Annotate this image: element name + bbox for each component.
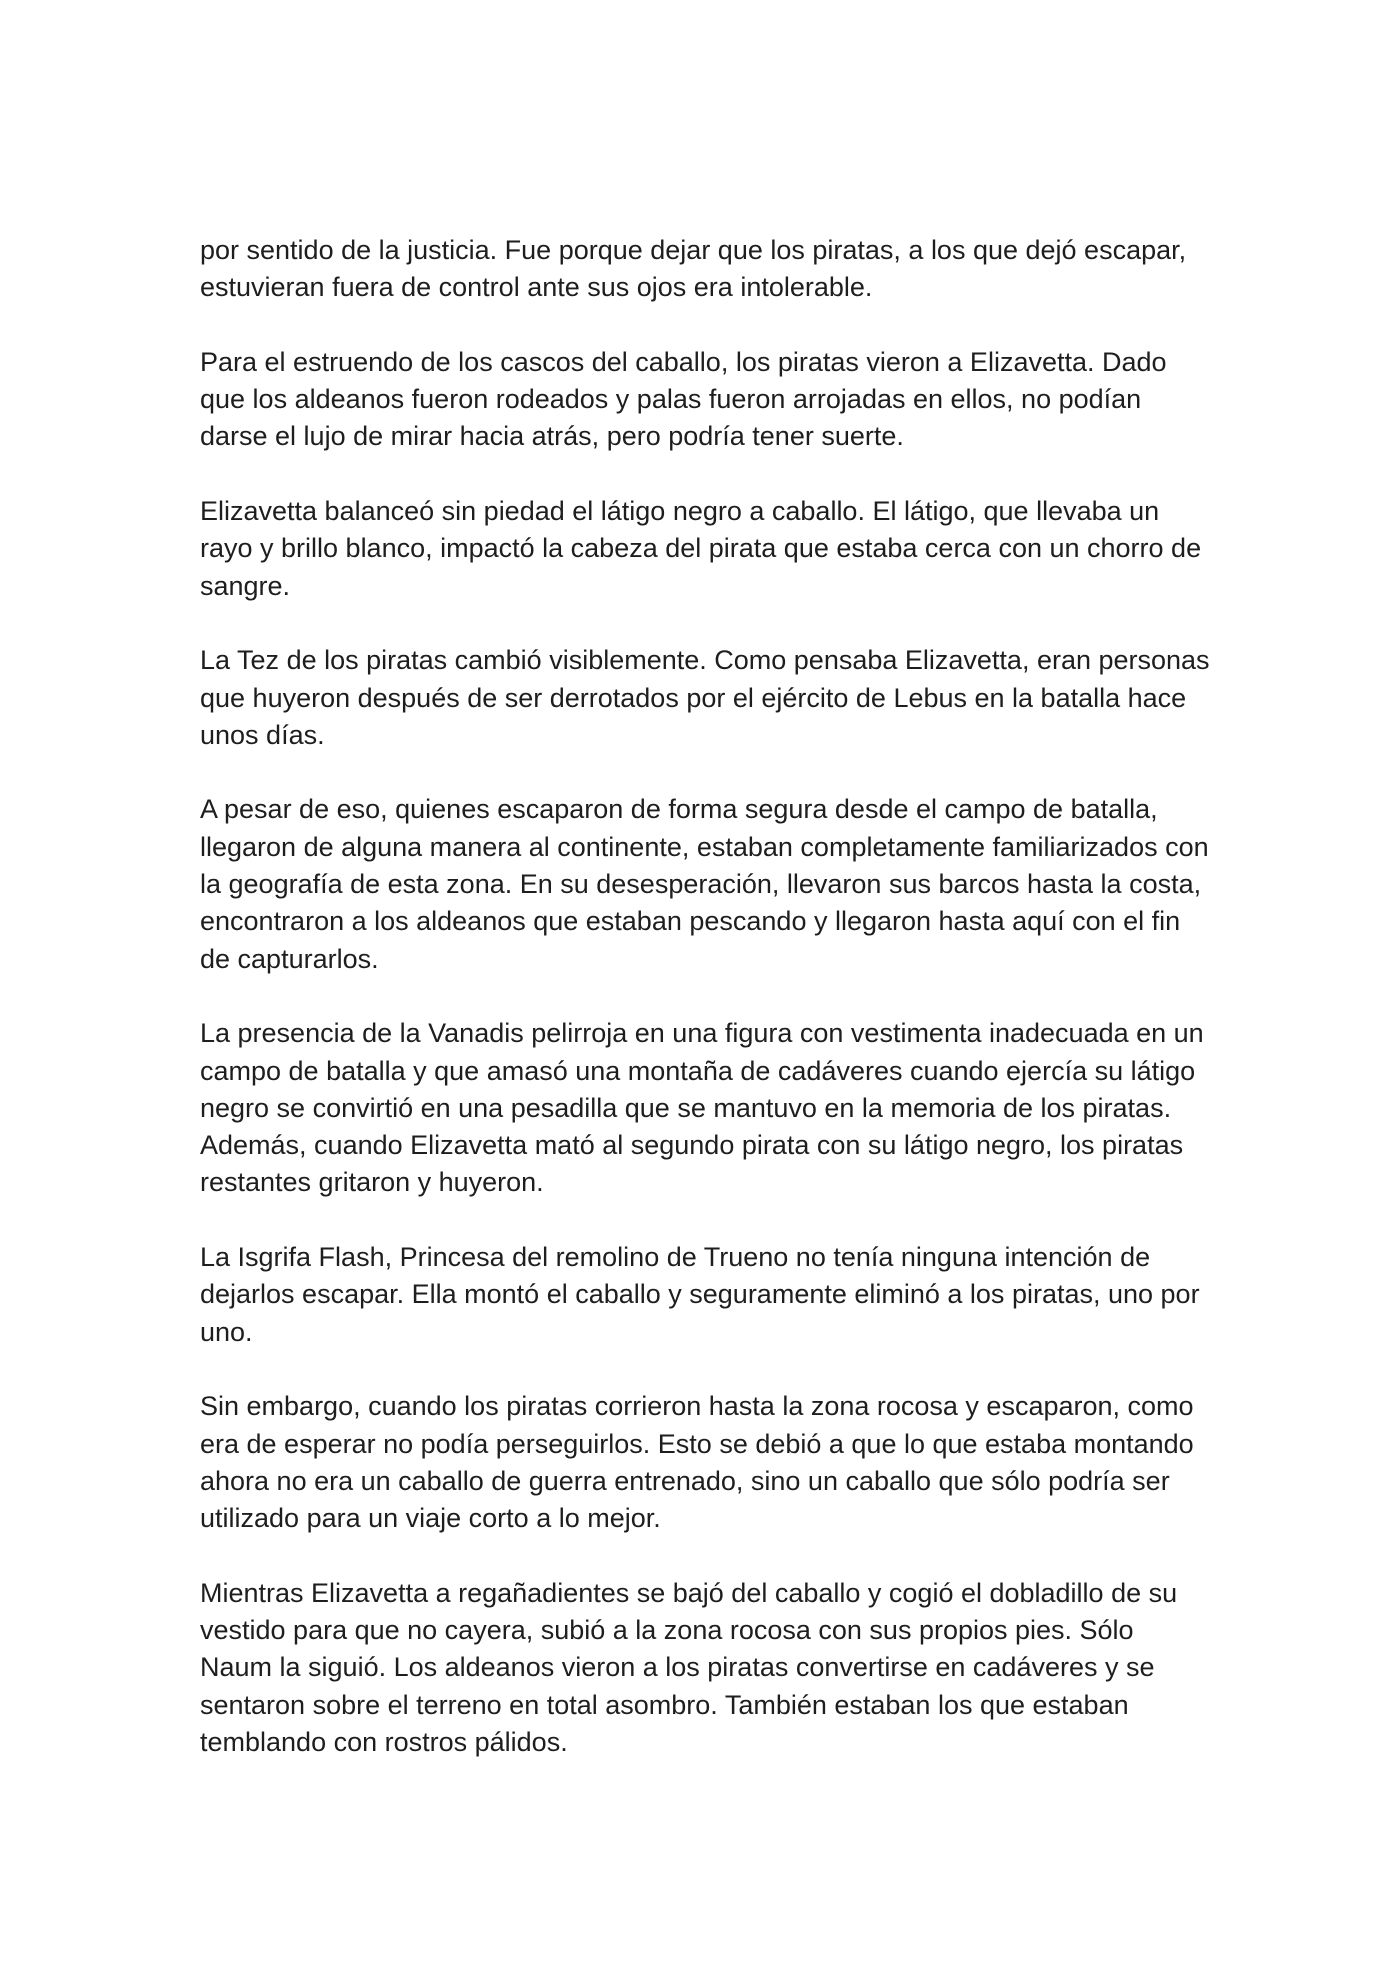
paragraph-1: por sentido de la justicia. Fue porque dejar que los piratas, a los que dejó escapar, estuvieran fuera de control ante sus ojos era intolerable. bbox=[200, 235, 1187, 303]
paragraph-7: La Isgrifa Flash, Princesa del remolino de Trueno no tenía ninguna intención de dejarlos escapar. Ella montó el caballo y seguramente eliminó a los piratas, uno por uno. bbox=[200, 1242, 1200, 1347]
paragraph-9: Mientras Elizavetta a regañadientes se bajó del caballo y cogió el dobladillo de su vestido para que no cayera, subió a la zona rocosa con sus propios pies. Sólo Naum la siguió. Los aldeanos vieron a los piratas convertirse en cadáveres y se sentaron sobre el terreno en total asombro. También estaban los que estaban temblando con rostros pálidos. bbox=[200, 1577, 1178, 1757]
paragraph-5: A pesar de eso, quienes escaparon de forma segura desde el campo de batalla, llegaron de alguna manera al continente, estaban completamente familiarizados con la geografía de esta zona. En su desesperación, llevaron sus barcos hasta la costa, encontraron a los aldeanos que estaban pescando y llegaron hasta aquí con el fin de capturarlos. bbox=[200, 794, 1209, 974]
document-body bbox=[200, 232, 1210, 1761]
paragraph-8: Sin embargo, cuando los piratas corrieron hasta la zona rocosa y escaparon, como era de esperar no podía perseguirlos. Esto se debió a que lo que estaba montando ahora no era un caballo de guerra entrenado, sino un caballo que sólo podría ser utilizado para un viaje corto a lo mejor. bbox=[200, 1391, 1194, 1534]
paragraph-6: La presencia de la Vanadis pelirroja en una figura con vestimenta inadecuada en un campo de batalla y que amasó una montaña de cadáveres cuando ejercía su látigo negro se convirtió en una pesadilla que se mantuvo en la memoria de los piratas. Además, cuando Elizavetta mató al segundo pirata con su látigo negro, los piratas restantes gritaron y huyeron. bbox=[200, 1018, 1204, 1198]
paragraph-2: Para el estruendo de los cascos del caballo, los piratas vieron a Elizavetta. Dado que los aldeanos fueron rodeados y palas fueron arrojadas en ellos, no podían darse el lujo de mirar hacia atrás, pero podría tener suerte. bbox=[200, 346, 1167, 452]
paragraph-3: Elizavetta balanceó sin piedad el látigo negro a caballo. El látigo, que llevaba un rayo y brillo blanco, impactó la cabeza del pirata que estaba cerca con un chorro de sangre. bbox=[200, 496, 1202, 601]
paragraph-4: La Tez de los piratas cambió visiblemente. Como pensaba Elizavetta, eran personas que huyeron después de ser derrotados por el ejército de Lebus en la batalla hace unos días. bbox=[200, 645, 1210, 750]
